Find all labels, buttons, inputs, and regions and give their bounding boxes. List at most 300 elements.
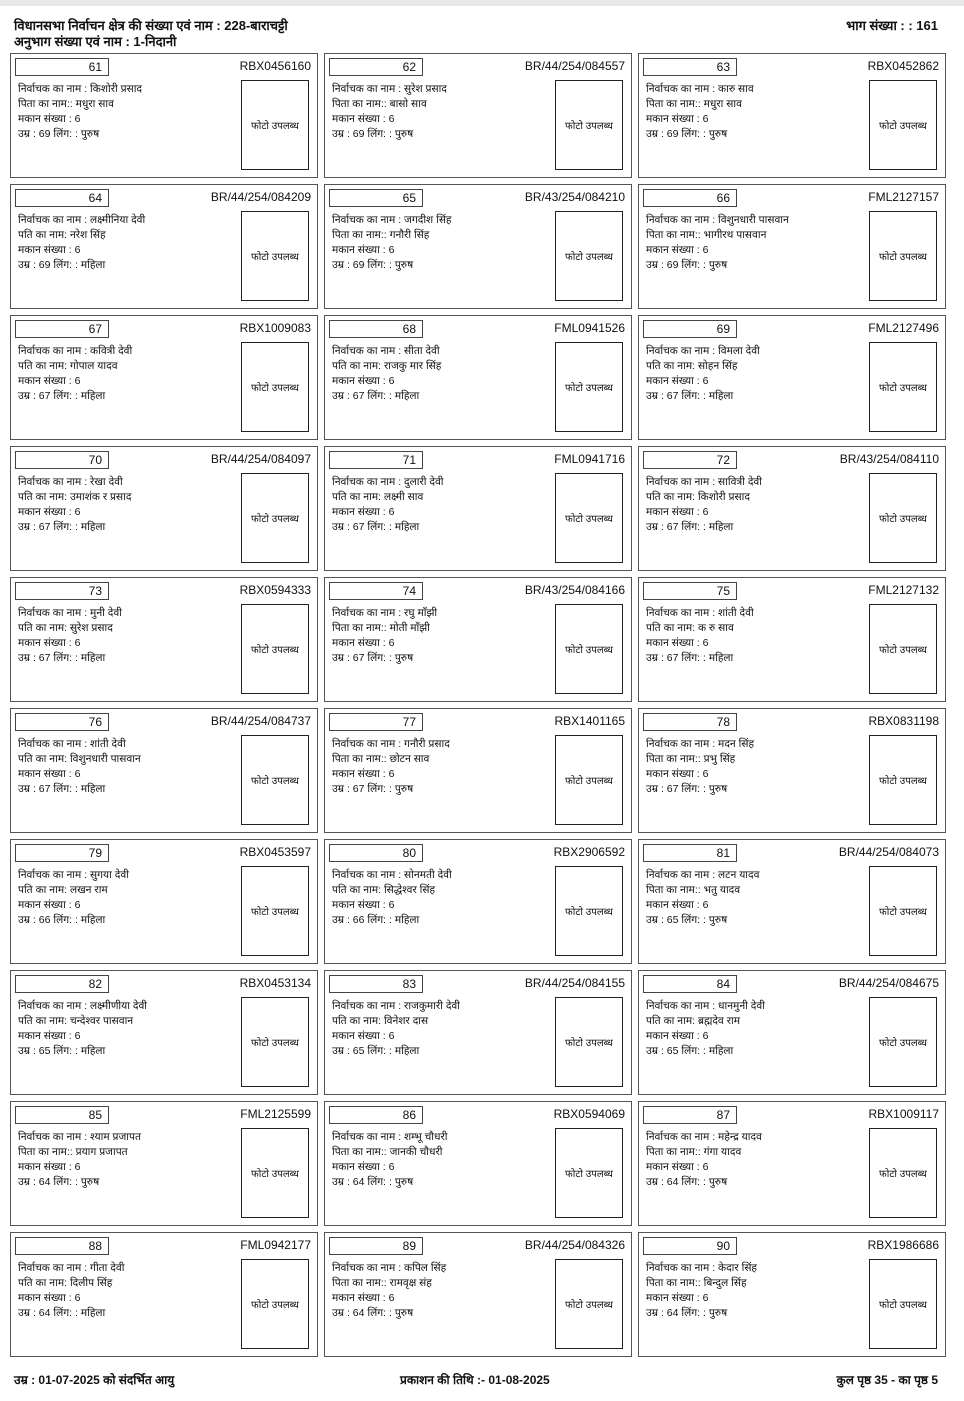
relation-line (332, 1145, 443, 1159)
house-number: 6 (74, 244, 81, 256)
house-label: मकान संख्या : (18, 375, 75, 387)
elector-name: जगदीश सिंह (404, 214, 452, 226)
photo-placeholder (241, 211, 309, 301)
gender-label: लिंग: : (678, 1307, 709, 1319)
epic-number: RBX0456160 (239, 59, 311, 73)
relation-line (18, 1276, 112, 1290)
age-label: उम्र : (646, 652, 667, 664)
gender-label: लिंग: : (50, 521, 81, 533)
photo-placeholder (241, 1259, 309, 1349)
epic-number: BR/44/254/084097 (210, 452, 311, 466)
elector-name-label: निर्वाचक का नाम : (18, 214, 91, 226)
gender-label: लिंग: : (50, 128, 81, 140)
house-line (646, 1029, 708, 1043)
age-gender-line (332, 1175, 413, 1189)
serial-number: 77 (329, 713, 423, 731)
photo-label: फोटो उपलब्ध (251, 1300, 299, 1311)
voter-card (10, 184, 318, 309)
photo-label: फोटो उपलब्ध (251, 1169, 299, 1180)
photo-label: फोटो उपलब्ध (879, 121, 927, 132)
age-value: 64 (666, 1307, 679, 1319)
elector-name: रघु माँझी (404, 607, 438, 619)
relation-name: लखन राम (69, 884, 108, 896)
elector-name-label: निर्वाचक का नाम : (332, 476, 405, 488)
age-gender-line (332, 1044, 419, 1058)
voter-card (10, 839, 318, 964)
photo-placeholder (869, 80, 937, 170)
epic-number: BR/43/254/084166 (524, 583, 625, 597)
constituency-title: विधानसभा निर्वाचन क्षेत्र की संख्या एवं नाम : 228-बाराचट्टी (14, 18, 288, 33)
gender-label: लिंग: : (678, 128, 709, 140)
relation-line (332, 1276, 432, 1290)
house-label: मकान संख्या : (332, 375, 389, 387)
house-number: 6 (388, 113, 395, 125)
house-line (332, 636, 394, 650)
age-gender-line (18, 651, 105, 665)
age-value: 65 (38, 1045, 51, 1057)
gender-label: लिंग: : (50, 652, 81, 664)
relation-label: पति का नाम: (18, 360, 70, 372)
photo-placeholder (869, 1128, 937, 1218)
elector-name-label: निर्वाचक का नाम : (18, 1131, 91, 1143)
photo-label: फोटो उपलब्ध (879, 252, 927, 263)
serial-number: 79 (15, 844, 109, 862)
elector-name-label: निर्वाचक का नाम : (18, 83, 91, 95)
house-number: 6 (702, 1292, 709, 1304)
serial-number: 90 (643, 1237, 737, 1255)
serial-number: 63 (643, 58, 737, 76)
elector-name: लक्ष्मीणीया देवी (90, 1000, 148, 1012)
elector-name-line (646, 1130, 762, 1144)
serial-number: 66 (643, 189, 737, 207)
gender-value: पुरुष (708, 1307, 728, 1319)
house-number: 6 (702, 375, 709, 387)
house-number: 6 (388, 768, 395, 780)
top-bar (0, 0, 964, 6)
photo-label: फोटो उपलब्ध (565, 776, 613, 787)
age-value: 69 (38, 128, 51, 140)
elector-name: मदन सिंह (718, 738, 755, 750)
age-gender-line (646, 651, 733, 665)
part-number: भाग संख्या : : 161 (846, 18, 938, 33)
age-value: 69 (352, 128, 365, 140)
age-gender-line (646, 913, 727, 927)
age-value: 67 (352, 390, 365, 402)
relation-label: पति का नाम: (646, 1015, 698, 1027)
gender-value: महिला (708, 652, 734, 664)
relation-line (18, 97, 114, 111)
elector-name: लक्ष्मीनिया देवी (90, 214, 146, 226)
serial-number: 88 (15, 1237, 109, 1255)
age-label: उम्र : (332, 783, 353, 795)
voter-card (10, 708, 318, 833)
age-value: 67 (666, 521, 679, 533)
epic-number: FML0941526 (554, 321, 625, 335)
voter-card (324, 315, 632, 440)
relation-label: पिता का नाम:: (646, 1146, 704, 1158)
age-label: उम्र : (18, 259, 39, 271)
epic-number: FML2127496 (868, 321, 939, 335)
house-line (332, 1029, 394, 1043)
relation-line (646, 752, 735, 766)
gender-label: लिंग: : (678, 390, 709, 402)
age-label: उम्र : (332, 1176, 353, 1188)
elector-name-label: निर्वाचक का नाम : (332, 1000, 405, 1012)
gender-value: पुरुष (394, 1176, 414, 1188)
relation-label: पति का नाम: (646, 622, 698, 634)
house-label: मकान संख्या : (18, 1161, 75, 1173)
age-gender-line (18, 1175, 99, 1189)
house-label: मकान संख्या : (332, 113, 389, 125)
elector-name: कपिल सिंह (404, 1262, 447, 1274)
age-gender-line (332, 258, 413, 272)
elector-name: राजकुमारी देवी (404, 1000, 460, 1012)
house-number: 6 (388, 637, 395, 649)
age-label: उम्र : (18, 914, 39, 926)
elector-name-label: निर्वाचक का नाम : (332, 345, 405, 357)
gender-label: लिंग: : (50, 259, 81, 271)
relation-line (332, 97, 427, 111)
relation-line (18, 1145, 128, 1159)
age-gender-line (646, 782, 727, 796)
epic-number: RBX0452862 (867, 59, 939, 73)
relation-label: पति का नाम: (332, 1015, 384, 1027)
voter-card (324, 184, 632, 309)
photo-placeholder (555, 1128, 623, 1218)
elector-name-line (18, 475, 123, 489)
gender-value: महिला (80, 259, 106, 271)
age-value: 69 (666, 259, 679, 271)
age-value: 67 (666, 390, 679, 402)
photo-placeholder (869, 342, 937, 432)
age-label: उम्र : (18, 521, 39, 533)
voter-card (10, 970, 318, 1095)
elector-name-label: निर्वाचक का नाम : (18, 738, 91, 750)
voter-card (324, 839, 632, 964)
gender-label: लिंग: : (364, 390, 395, 402)
gender-value: पुरुष (394, 128, 414, 140)
relation-name: गोपाल यादव (69, 360, 118, 372)
gender-label: लिंग: : (678, 1045, 709, 1057)
house-line (646, 1291, 708, 1305)
serial-number: 78 (643, 713, 737, 731)
house-label: मकान संख्या : (332, 1161, 389, 1173)
photo-placeholder (869, 866, 937, 956)
photo-label: फोटो उपलब्ध (251, 776, 299, 787)
gender-label: लिंग: : (678, 652, 709, 664)
age-value: 69 (666, 128, 679, 140)
house-line (646, 636, 708, 650)
house-number: 6 (74, 375, 81, 387)
relation-label: पति का नाम: (18, 1015, 70, 1027)
house-label: मकान संख्या : (18, 506, 75, 518)
elector-name: सीता देवी (404, 345, 440, 357)
gender-label: लिंग: : (678, 914, 709, 926)
house-line (646, 243, 708, 257)
age-gender-line (646, 1306, 727, 1320)
relation-line (646, 359, 737, 373)
epic-number: BR/44/254/084326 (524, 1238, 625, 1252)
gender-label: लिंग: : (50, 1176, 81, 1188)
elector-name: लटन यादव (718, 869, 760, 881)
epic-number: BR/44/254/084675 (838, 976, 939, 990)
age-label: उम्र : (332, 1307, 353, 1319)
relation-line (18, 752, 141, 766)
serial-number: 86 (329, 1106, 423, 1124)
serial-number: 70 (15, 451, 109, 469)
serial-number: 73 (15, 582, 109, 600)
gender-value: पुरुष (394, 259, 414, 271)
age-label: उम्र : (646, 1307, 667, 1319)
house-label: मकान संख्या : (332, 1292, 389, 1304)
relation-name: दिलीप सिंह (69, 1277, 113, 1289)
voter-card (10, 315, 318, 440)
gender-label: लिंग: : (50, 1045, 81, 1057)
photo-label: फोटो उपलब्ध (565, 121, 613, 132)
age-label: उम्र : (646, 783, 667, 795)
house-label: मकान संख्या : (646, 506, 703, 518)
epic-number: FML2125599 (240, 1107, 311, 1121)
elector-name-line (646, 868, 759, 882)
age-value: 65 (666, 1045, 679, 1057)
relation-line (332, 228, 429, 242)
gender-value: पुरुष (708, 1176, 728, 1188)
relation-label: पति का नाम: (332, 360, 384, 372)
photo-placeholder (869, 604, 937, 694)
serial-number: 61 (15, 58, 109, 76)
gender-label: लिंग: : (364, 783, 395, 795)
relation-name: भतु यादव (703, 884, 741, 896)
age-value: 64 (38, 1307, 51, 1319)
house-label: मकान संख्या : (18, 1292, 75, 1304)
relation-name: मोती माँझी (389, 622, 430, 634)
gender-label: लिंग: : (50, 783, 81, 795)
photo-placeholder (555, 1259, 623, 1349)
relation-name: सिद्धेश्वर सिंह (383, 884, 436, 896)
elector-name-label: निर्वाचक का नाम : (332, 738, 405, 750)
voter-card (324, 53, 632, 178)
house-number: 6 (702, 1030, 709, 1042)
age-value: 67 (666, 652, 679, 664)
relation-line (332, 752, 429, 766)
photo-placeholder (555, 211, 623, 301)
photo-placeholder (241, 473, 309, 563)
relation-name: छोटन साव (389, 753, 430, 765)
house-label: मकान संख्या : (646, 1161, 703, 1173)
relation-label: पति का नाम: (332, 884, 384, 896)
relation-label: पिता का नाम:: (332, 98, 390, 110)
house-label: मकान संख्या : (18, 768, 75, 780)
age-value: 69 (38, 259, 51, 271)
epic-number: RBX0594069 (553, 1107, 625, 1121)
photo-placeholder (869, 997, 937, 1087)
elector-name-line (332, 1130, 448, 1144)
gender-label: लिंग: : (364, 521, 395, 533)
house-label: मकान संख्या : (332, 899, 389, 911)
photo-label: फोटो उपलब्ध (565, 907, 613, 918)
gender-label: लिंग: : (50, 390, 81, 402)
elector-name-line (18, 82, 142, 96)
gender-value: महिला (80, 914, 106, 926)
epic-number: BR/44/254/084073 (838, 845, 939, 859)
elector-name-label: निर्वाचक का नाम : (332, 83, 405, 95)
house-line (18, 767, 80, 781)
age-value: 64 (38, 1176, 51, 1188)
elector-name-line (18, 737, 126, 751)
house-number: 6 (702, 899, 709, 911)
elector-name-line (646, 606, 754, 620)
voter-card (638, 315, 946, 440)
voter-card (638, 446, 946, 571)
elector-name-label: निर्वाचक का नाम : (18, 345, 91, 357)
elector-name-label: निर्वाचक का नाम : (332, 1262, 405, 1274)
house-number: 6 (74, 1030, 81, 1042)
photo-label: फोटो उपलब्ध (565, 252, 613, 263)
relation-line (646, 1276, 747, 1290)
gender-value: पुरुष (80, 128, 100, 140)
relation-line (332, 490, 423, 504)
photo-placeholder (555, 80, 623, 170)
elector-name-line (646, 475, 762, 489)
age-label: उम्र : (18, 128, 39, 140)
gender-value: पुरुष (708, 128, 728, 140)
house-line (18, 374, 80, 388)
photo-placeholder (555, 735, 623, 825)
age-gender-line (18, 127, 99, 141)
elector-name: विमला देवी (718, 345, 760, 357)
age-gender-line (332, 1306, 413, 1320)
elector-name: मुनी देवी (90, 607, 122, 619)
relation-label: पिता का नाम:: (332, 622, 390, 634)
photo-label: फोटो उपलब्ध (251, 121, 299, 132)
gender-value: महिला (394, 390, 420, 402)
elector-name: सावित्री देवी (718, 476, 762, 488)
house-line (18, 1160, 80, 1174)
house-label: मकान संख्या : (18, 244, 75, 256)
age-value: 67 (38, 652, 51, 664)
relation-label: पति का नाम: (646, 491, 698, 503)
serial-number: 85 (15, 1106, 109, 1124)
relation-label: पिता का नाम:: (332, 1146, 390, 1158)
photo-label: फोटो उपलब्ध (565, 514, 613, 525)
gender-label: लिंग: : (364, 1045, 395, 1057)
age-value: 67 (38, 783, 51, 795)
house-number: 6 (702, 1161, 709, 1173)
epic-number: RBX0831198 (868, 714, 939, 728)
house-number: 6 (74, 1292, 81, 1304)
photo-placeholder (241, 342, 309, 432)
age-label: उम्र : (646, 1045, 667, 1057)
house-label: मकान संख्या : (646, 1030, 703, 1042)
photo-placeholder (241, 735, 309, 825)
elector-name-label: निर्वाचक का नाम : (646, 1262, 719, 1274)
relation-line (332, 883, 435, 897)
relation-label: पति का नाम: (332, 491, 384, 503)
epic-number: BR/44/254/084557 (524, 59, 625, 73)
age-value: 66 (38, 914, 51, 926)
gender-label: लिंग: : (364, 914, 395, 926)
serial-number: 71 (329, 451, 423, 469)
photo-placeholder (555, 473, 623, 563)
epic-number: FML0942177 (240, 1238, 311, 1252)
elector-name-label: निर्वाचक का नाम : (646, 869, 719, 881)
elector-name-line (332, 1261, 446, 1275)
elector-name: सुरेश प्रसाद (404, 83, 447, 95)
age-value: 64 (352, 1176, 365, 1188)
photo-placeholder (555, 997, 623, 1087)
epic-number: RBX1009083 (239, 321, 311, 335)
elector-name: कवित्री देवी (90, 345, 133, 357)
age-value: 65 (666, 914, 679, 926)
elector-name-label: निर्वाचक का नाम : (646, 738, 719, 750)
house-label: मकान संख्या : (646, 768, 703, 780)
voter-grid (10, 53, 946, 1357)
gender-value: महिला (394, 914, 420, 926)
age-value: 64 (352, 1307, 365, 1319)
house-number: 6 (388, 1292, 395, 1304)
house-label: मकान संख्या : (332, 506, 389, 518)
elector-name-line (646, 82, 754, 96)
voter-card (10, 577, 318, 702)
age-reference-note: उम्र : 01-07-2025 को संदर्भित आयु (14, 1373, 175, 1387)
publication-date: प्रकाशन की तिथि :- 01-08-2025 (400, 1373, 550, 1387)
gender-label: लिंग: : (678, 1176, 709, 1188)
elector-name-line (18, 213, 145, 227)
elector-name-line (332, 475, 444, 489)
house-number: 6 (702, 113, 709, 125)
house-number: 6 (702, 637, 709, 649)
epic-number: BR/44/254/084155 (524, 976, 625, 990)
epic-number: FML2127132 (868, 583, 939, 597)
relation-label: पिता का नाम:: (18, 98, 76, 110)
house-number: 6 (388, 899, 395, 911)
epic-number: RBX1009117 (868, 1107, 939, 1121)
house-line (646, 898, 708, 912)
voter-card (324, 577, 632, 702)
gender-label: लिंग: : (50, 914, 81, 926)
epic-number: BR/43/254/084210 (524, 190, 625, 204)
gender-label: लिंग: : (50, 1307, 81, 1319)
age-label: उम्र : (18, 652, 39, 664)
relation-label: पति का नाम: (646, 360, 698, 372)
serial-number: 84 (643, 975, 737, 993)
elector-name-label: निर्वाचक का नाम : (332, 214, 405, 226)
serial-number: 87 (643, 1106, 737, 1124)
relation-label: पिता का नाम:: (332, 753, 390, 765)
page-info: कुल पृष्ठ 35 - का पृष्ठ 5 (836, 1373, 938, 1387)
gender-value: पुरुष (708, 914, 728, 926)
photo-label: फोटो उपलब्ध (565, 1169, 613, 1180)
house-label: मकान संख्या : (18, 899, 75, 911)
elector-name-line (646, 1261, 757, 1275)
age-label: उम्र : (332, 1045, 353, 1057)
photo-label: फोटो उपलब्ध (251, 1038, 299, 1049)
relation-name: ब्रह्मदेव राम (697, 1015, 740, 1027)
gender-value: महिला (80, 521, 106, 533)
elector-name: धानमुनी देवी (718, 1000, 765, 1012)
relation-line (332, 1014, 428, 1028)
relation-name: उमाशंक र प्रसाद (69, 491, 132, 503)
age-gender-line (18, 1306, 105, 1320)
serial-number: 64 (15, 189, 109, 207)
elector-name: शम्भू चौधरी (404, 1131, 448, 1143)
age-gender-line (332, 782, 413, 796)
elector-name: किशोरी प्रसाद (90, 83, 142, 95)
gender-value: पुरुष (394, 652, 414, 664)
elector-name: सुगया देवी (90, 869, 129, 881)
house-label: मकान संख्या : (646, 375, 703, 387)
house-line (332, 1160, 394, 1174)
